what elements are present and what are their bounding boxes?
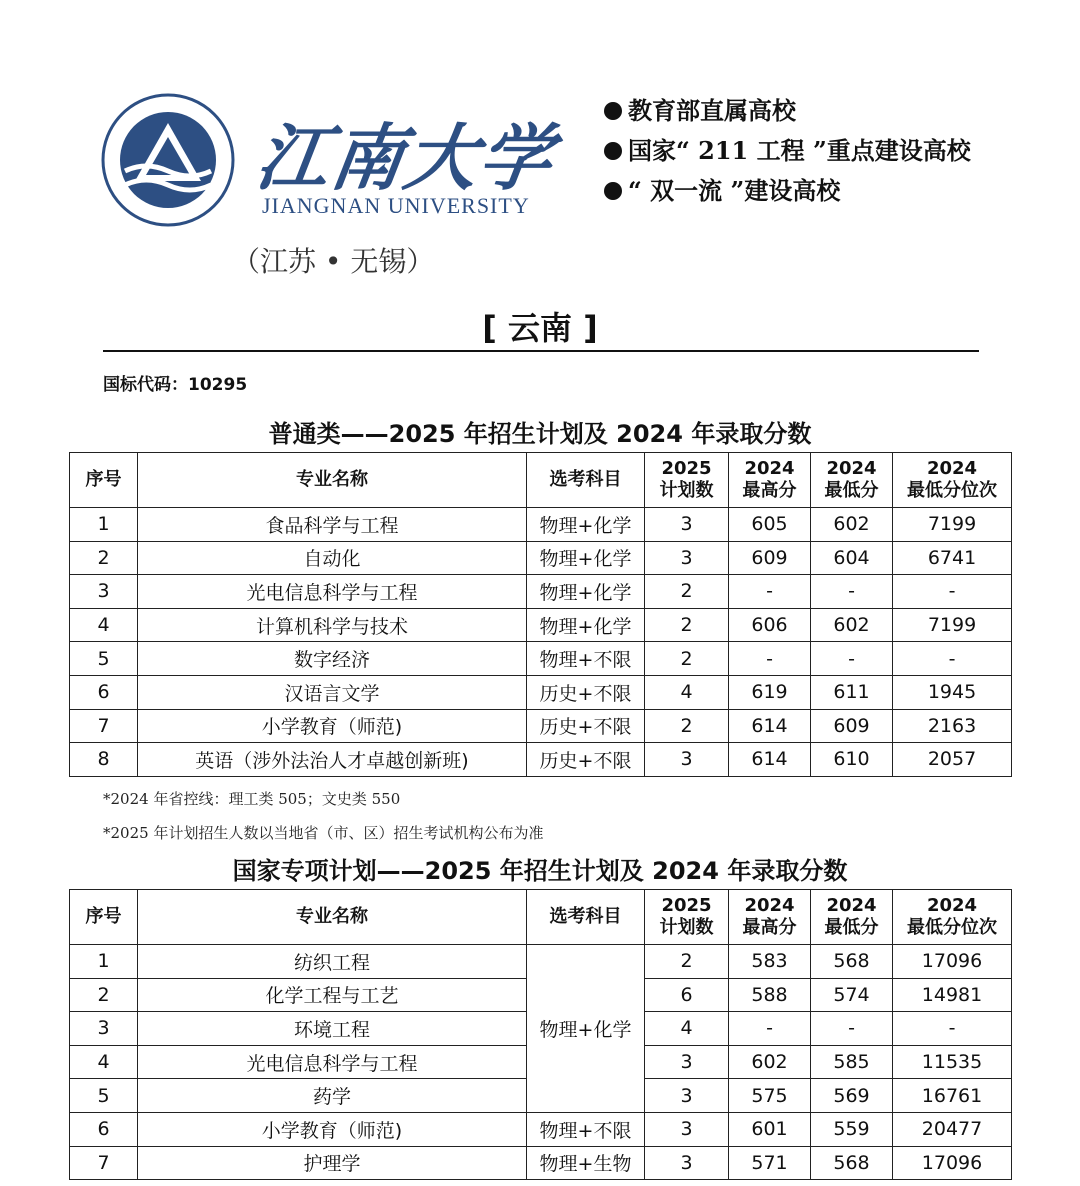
table-cell: 纺织工程 xyxy=(138,945,527,979)
table-cell: 7199 xyxy=(893,508,1012,542)
table-cell: 3 xyxy=(70,575,138,609)
table-cell: 光电信息科学与工程 xyxy=(138,575,527,609)
header-label: 最高分 xyxy=(742,480,797,501)
table-cell: 物理+化学 xyxy=(527,508,645,542)
table-cell: - xyxy=(893,575,1012,609)
table-cell: 6 xyxy=(70,675,138,709)
table2-title: 国家专项计划——2025 年招生计划及 2024 年录取分数 xyxy=(232,857,848,885)
table-cell: 护理学 xyxy=(138,1146,527,1180)
col-header-subjects: 选考科目 xyxy=(527,890,645,945)
table-cell: 611 xyxy=(811,675,893,709)
table-cell: 7199 xyxy=(893,608,1012,642)
province-heading: [ 云南 ] xyxy=(482,309,598,347)
table-cell: 4 xyxy=(70,1045,138,1079)
national-code: 国标代码：10295 xyxy=(103,375,248,395)
table-cell: 614 xyxy=(729,743,811,777)
header-label: 2024 xyxy=(926,458,978,479)
table-row xyxy=(70,608,1012,642)
table-cell: 物理+生物 xyxy=(527,1146,645,1180)
feature-item: 教育部直属高校 xyxy=(604,93,971,133)
note-plan-disclaimer: *2025 年计划招生人数以当地省（市、区）招生考试机构公布为准 xyxy=(103,824,544,842)
table-cell: 610 xyxy=(811,743,893,777)
header-label: 2024 xyxy=(744,895,795,916)
table-row xyxy=(70,1112,1012,1146)
table-cell: 11535 xyxy=(893,1045,1012,1079)
table-cell: 3 xyxy=(645,1079,729,1113)
table-cell: 历史+不限 xyxy=(527,743,645,777)
col-header-min xyxy=(811,890,893,945)
note-control-line: *2024 年省控线：理工类 505；文史类 550 xyxy=(103,790,401,808)
table-row xyxy=(70,709,1012,743)
col-header-plan xyxy=(645,890,729,945)
table-cell: - xyxy=(729,1012,811,1046)
table-cell: 588 xyxy=(729,978,811,1012)
col-header-rank xyxy=(893,890,1012,945)
table-cell: 574 xyxy=(811,978,893,1012)
table-cell: 7 xyxy=(70,709,138,743)
table-cell: - xyxy=(893,642,1012,676)
national-special-plan-table xyxy=(69,889,1012,1180)
table-cell: 17096 xyxy=(893,1146,1012,1180)
table-cell: 化学工程与工艺 xyxy=(138,978,527,1012)
table-cell: 2 xyxy=(645,608,729,642)
table-cell: 3 xyxy=(645,1112,729,1146)
table-cell: 3 xyxy=(645,508,729,542)
bullet-dot-icon xyxy=(604,102,622,120)
col-header-major: 专业名称 xyxy=(138,890,527,945)
university-seal-logo xyxy=(101,93,235,227)
table-row xyxy=(70,945,1012,979)
heading-divider xyxy=(103,350,979,352)
header-label: 2024 xyxy=(744,458,795,479)
table-cell: 1 xyxy=(70,508,138,542)
table-row xyxy=(70,675,1012,709)
table-cell: 4 xyxy=(645,1012,729,1046)
table-cell: 2 xyxy=(645,945,729,979)
table-cell: 20477 xyxy=(893,1112,1012,1146)
header-label: 最低分 xyxy=(824,480,879,501)
bullet-dot-icon xyxy=(604,182,622,200)
table-row xyxy=(70,575,1012,609)
table-cell: 英语（涉外法治人才卓越创新班) xyxy=(138,743,527,777)
table-cell: 602 xyxy=(729,1045,811,1079)
header-label: 2024 xyxy=(826,458,877,479)
university-name-en: JIANGNAN UNIVERSITY xyxy=(262,193,530,218)
table-cell: 606 xyxy=(729,608,811,642)
table-cell: 568 xyxy=(811,1146,893,1180)
table-cell: 物理+不限 xyxy=(527,642,645,676)
table-cell: - xyxy=(729,575,811,609)
table-cell: 609 xyxy=(811,709,893,743)
table-cell: 14981 xyxy=(893,978,1012,1012)
table-cell: 药学 xyxy=(138,1079,527,1113)
header-label: 最低分 xyxy=(824,917,879,938)
table-cell: 2 xyxy=(645,642,729,676)
table-cell: 585 xyxy=(811,1045,893,1079)
table-cell: 8 xyxy=(70,743,138,777)
header-label: 2024 xyxy=(826,895,877,916)
table-cell: 575 xyxy=(729,1079,811,1113)
header-label: 最低分位次 xyxy=(907,917,997,938)
table-cell: 609 xyxy=(729,541,811,575)
header-label: 计划数 xyxy=(659,917,714,938)
table-cell: 物理+化学 xyxy=(527,541,645,575)
col-header-rank xyxy=(893,453,1012,508)
university-features xyxy=(604,93,971,213)
table-cell: 3 xyxy=(645,743,729,777)
merged-subjects-cell: 物理+化学 xyxy=(527,945,645,1113)
table-cell: 6 xyxy=(645,978,729,1012)
table-cell: 571 xyxy=(729,1146,811,1180)
col-header-plan xyxy=(645,453,729,508)
feature-item: 国家“ 211 工程 ”重点建设高校 xyxy=(604,133,971,173)
table-row xyxy=(70,642,1012,676)
table-cell: 16761 xyxy=(893,1079,1012,1113)
table-cell: - xyxy=(811,575,893,609)
col-header-min xyxy=(811,453,893,508)
table-cell: 17096 xyxy=(893,945,1012,979)
header-label: 2024 xyxy=(926,895,978,916)
table-cell: 小学教育（师范) xyxy=(138,1112,527,1146)
table-cell: 2 xyxy=(645,575,729,609)
table-cell: 3 xyxy=(645,541,729,575)
table-cell: 历史+不限 xyxy=(527,675,645,709)
table-cell: 3 xyxy=(645,1045,729,1079)
table-cell: 604 xyxy=(811,541,893,575)
table-cell: 2163 xyxy=(893,709,1012,743)
table-cell: 小学教育（师范) xyxy=(138,709,527,743)
table-cell: 614 xyxy=(729,709,811,743)
table-cell: 6741 xyxy=(893,541,1012,575)
table-cell: 食品科学与工程 xyxy=(138,508,527,542)
bullet-dot-icon xyxy=(604,142,622,160)
table-cell: - xyxy=(811,1012,893,1046)
table-cell: 2 xyxy=(645,709,729,743)
table-cell: 光电信息科学与工程 xyxy=(138,1045,527,1079)
table-cell: 7 xyxy=(70,1146,138,1180)
table-cell: 5 xyxy=(70,1079,138,1113)
table-cell: 环境工程 xyxy=(138,1012,527,1046)
table-cell: 602 xyxy=(811,608,893,642)
general-admission-table xyxy=(69,452,1012,777)
feature-item: “ 双一流 ”建设高校 xyxy=(604,173,971,213)
table-cell: 2057 xyxy=(893,743,1012,777)
table-cell: 569 xyxy=(811,1079,893,1113)
header-label: 最低分位次 xyxy=(907,480,997,501)
table-row xyxy=(70,541,1012,575)
table-cell: 4 xyxy=(70,608,138,642)
table-cell: - xyxy=(811,642,893,676)
table-cell: 568 xyxy=(811,945,893,979)
table-header-row xyxy=(70,453,1012,508)
header-label: 计划数 xyxy=(659,480,714,501)
university-name-cn: 江南大学 xyxy=(251,115,560,200)
table-cell: 3 xyxy=(70,1012,138,1046)
table-cell: 605 xyxy=(729,508,811,542)
table-cell: 物理+化学 xyxy=(527,575,645,609)
table-row xyxy=(70,508,1012,542)
header-label: 最高分 xyxy=(742,917,797,938)
table-cell: 2 xyxy=(70,978,138,1012)
col-header-no: 序号 xyxy=(70,890,138,945)
table-cell: 4 xyxy=(645,675,729,709)
university-location: （江苏 • 无锡） xyxy=(232,245,435,278)
table-cell: 583 xyxy=(729,945,811,979)
table-cell: 汉语言文学 xyxy=(138,675,527,709)
table-cell: 602 xyxy=(811,508,893,542)
table-cell: 601 xyxy=(729,1112,811,1146)
col-header-max xyxy=(729,890,811,945)
table-cell: - xyxy=(893,1012,1012,1046)
table-cell: 物理+不限 xyxy=(527,1112,645,1146)
col-header-major: 专业名称 xyxy=(138,453,527,508)
header-label: 2025 xyxy=(661,458,712,479)
table-cell: 物理+化学 xyxy=(527,608,645,642)
table-cell: 619 xyxy=(729,675,811,709)
table-cell: - xyxy=(729,642,811,676)
table-cell: 数字经济 xyxy=(138,642,527,676)
col-header-subjects: 选考科目 xyxy=(527,453,645,508)
table-cell: 1945 xyxy=(893,675,1012,709)
table-cell: 559 xyxy=(811,1112,893,1146)
table1-title: 普通类——2025 年招生计划及 2024 年录取分数 xyxy=(268,420,812,448)
table-header-row xyxy=(70,890,1012,945)
table-row xyxy=(70,743,1012,777)
table-cell: 1 xyxy=(70,945,138,979)
table-cell: 历史+不限 xyxy=(527,709,645,743)
table-cell: 6 xyxy=(70,1112,138,1146)
table-cell: 2 xyxy=(70,541,138,575)
table-cell: 3 xyxy=(645,1146,729,1180)
col-header-no: 序号 xyxy=(70,453,138,508)
col-header-max xyxy=(729,453,811,508)
header-label: 2025 xyxy=(661,895,712,916)
table-cell: 计算机科学与技术 xyxy=(138,608,527,642)
table-row xyxy=(70,1146,1012,1180)
table-cell: 自动化 xyxy=(138,541,527,575)
table-cell: 5 xyxy=(70,642,138,676)
